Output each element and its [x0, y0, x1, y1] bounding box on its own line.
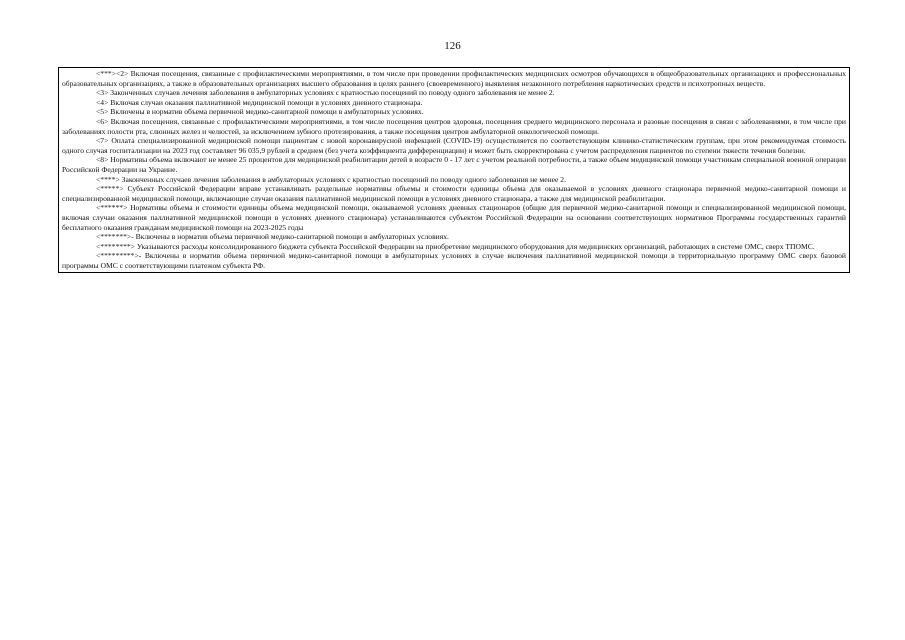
footnote-2: <***><2> Включая посещения, связанные с профилактическими мероприятиями, в том числе при проведении профилактических медицинских осмотров обучающихся в общеобразовательных организациях и профессиональных образовательных организациях, а также в образовательных организациях высшего образования в целях раннего (своевременного) выявления незаконного потребления наркотических средств и психотропных веществ. — [62, 69, 846, 88]
page-number: 126 — [444, 40, 461, 52]
footnote-7: <7> Оплата специализированной медицинской помощи пациентам с новой коронавирусной инфекцией (COVID-19) осуществляется по соответствующим клинико-статистическим группам, при этом рекомендуемая стоимость одного случая госпитализации на 2023 год составляет 96 035,9 рублей в среднем (без учета коэффициента дифференциации) и может быть скорректирована с учетом распределения пациентов по степени тяжести течения болезни. — [62, 136, 846, 155]
footnote-6-stars: <******> Нормативы объема и стоимости единицы объема медицинской помощи, оказываемой условиях дневных стационаров (общие для первичной медико-санитарной помощи и специализированной медицинской помощи, включая случаи оказания паллиативной медицинской помощи в условиях дневного стационара) устанавливаются субъектом Российской Федерации на основании соответствующих нормативов Программы государственных гарантий бесплатного оказания гражданам медицинской помощи на 2023-2025 годы — [62, 203, 846, 232]
footnotes-box — [58, 67, 850, 273]
footnote-8-stars: <********> Указываются расходы консолидированного бюджета субъекта Российской Федерации на приобретение медицинского оборудования для медицинских организаций, работающих в системе ОМС, сверх ТПОМС. — [96, 241, 815, 251]
footnote-4-stars: <****> Законченных случаев лечения заболевания в амбулаторных условиях с кратностью посещений по поводу одного заболевания не менее 2. — [96, 174, 566, 184]
footnote-4: <4> Включая случаи оказания паллиативной медицинской помощи в условиях дневного стационара. — [96, 97, 423, 107]
footnote-5: <5> Включены в норматив объема первичной медико-санитарной помощи в амбулаторных условиях. — [96, 107, 424, 117]
footnote-9-stars: <*********>- Включены в норматив объема первичной медико-санитарной помощи в амбулаторных условиях в случае включения паллиативной медицинской помощи в территориальную программу ОМС сверх базовой программы ОМС с соответствующими платежом субъекта РФ. — [62, 251, 846, 270]
footnote-3: <3> Законченных случаев лечения заболевания в амбулаторных условиях с кратностью посещений по поводу одного заболевания не менее 2. — [96, 88, 555, 98]
footnote-5-stars: <*****> Субъект Российской Федерации вправе устанавливать раздельные нормативы объемы и стоимости единицы объема для оказываемой в условиях дневного стационара первичной медико-санитарной помощи и специализированной медицинской помощи, включающие случаи оказания паллиативной медицинской помощи в условиях дневного стационара, а также для медицинской реабилитации. — [62, 184, 846, 203]
footnote-8: <8> Нормативы объема включают не менее 25 процентов для медицинской реабилитации детей в возрасте 0 - 17 лет с учетом реальной потребности, а также объем медицинской помощи участникам специальной военной операции Российской Федерации на Украине. — [62, 155, 846, 174]
footnote-6: <6> Включая посещения, связанные с профилактическими мероприятиями, в том числе посещения центров здоровья, посещения среднего медицинского персонала и разовые посещения в связи с заболеваниями, в том числе при заболеваниях полости рта, слюнных желез и челюстей, за исключением зубного протезирования, а также посещения центров амбулаторной онкологической помощи. — [62, 116, 846, 136]
footnote-7-stars: <*******>- Включены в норматив объема первичной медико-санитарной помощи в амбулаторных условиях. — [96, 232, 449, 242]
